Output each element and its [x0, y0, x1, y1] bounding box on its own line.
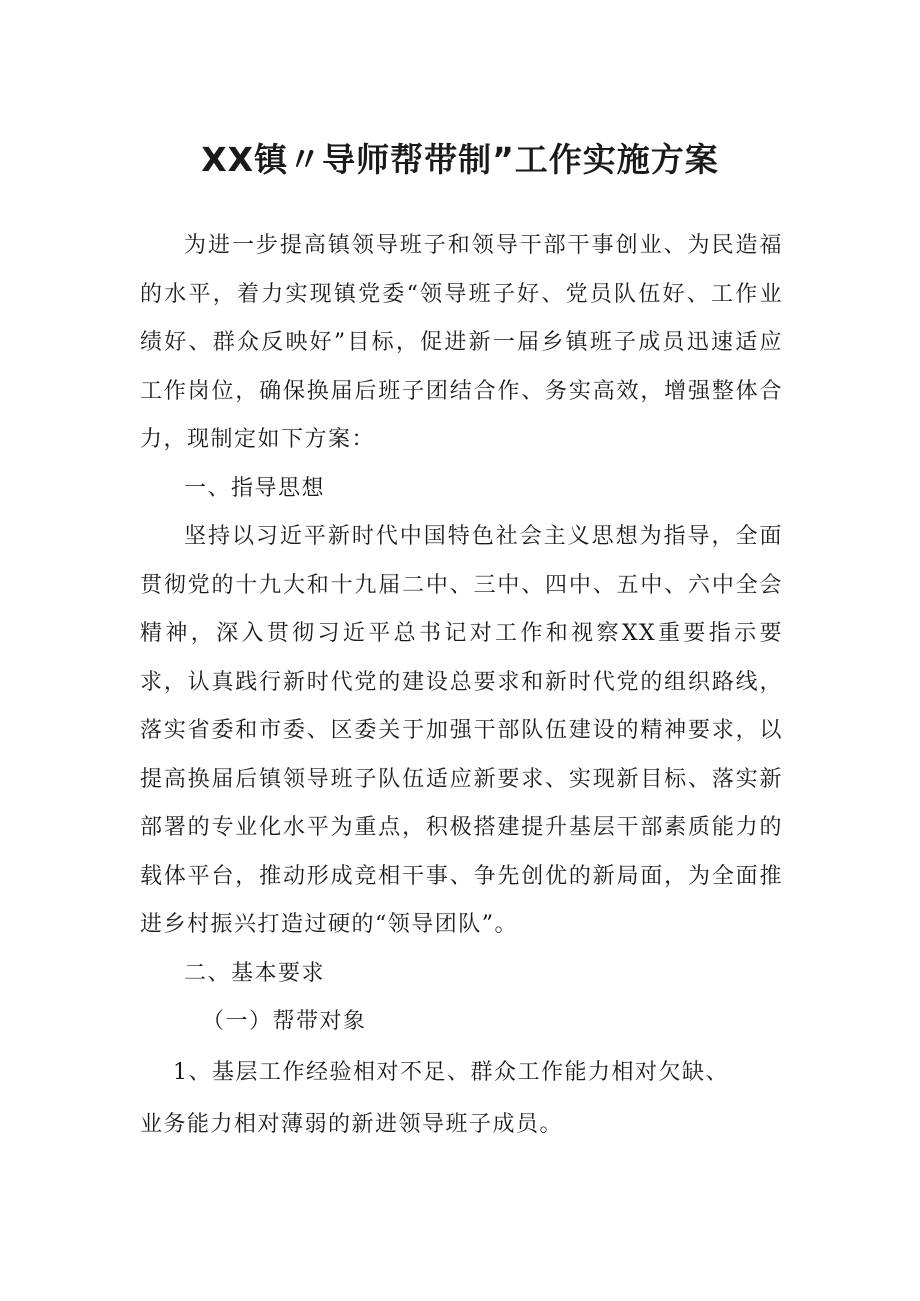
document-body: [140, 222, 783, 1151]
intro-paragraph: 为进一步提高镇领导班子和领导干部干事创业、为民造福的水平，着力实现镇党委“领导班子好、党员队伍好、工作业绩好、群众反映好”目标，促进新一届乡镇班子成员迅速适应工作岗位，确保换届后班子团结合作、务实高效，增强整体合力，现制定如下方案：: [140, 233, 783, 452]
guiding-ideology-paragraph: 坚持以习近平新时代中国特色社会主义思想为指导，全面贯彻党的十九大和十九届二中、三中、四中、五中、六中全会精神，深入贯彻习近平总书记对工作和视察XX重要指示要求，认真践行新时代党的建设总要求和新时代党的组织路线，落实省委和市委、区委关于加强干部队伍建设的精神要求，以提高换届后镇领导班子队伍适应新要求、实现新目标、落实新部署的专业化水平为重点，积极搭建提升基层干部素质能力的载体平台，推动形成竞相干事、争先创优的新局面，为全面推进乡村振兴打造过硬的“领导团队”。: [140, 524, 783, 937]
section-heading-guiding-ideology: 一、指导思想: [184, 475, 326, 501]
list-item-1-line-2: 业务能力相对薄弱的新进领导班子成员。: [140, 1111, 564, 1137]
subsection-heading-mentoring-targets: （一）帮带对象: [202, 1009, 367, 1034]
section-heading-basic-requirements: 二、基本要求: [184, 960, 326, 986]
list-item-1-line-1: 1、基层工作经验相对不足、群众工作能力相对欠缺、: [173, 1059, 729, 1085]
document-title: XX镇〃导师帮带制”工作实施方案: [201, 140, 719, 179]
